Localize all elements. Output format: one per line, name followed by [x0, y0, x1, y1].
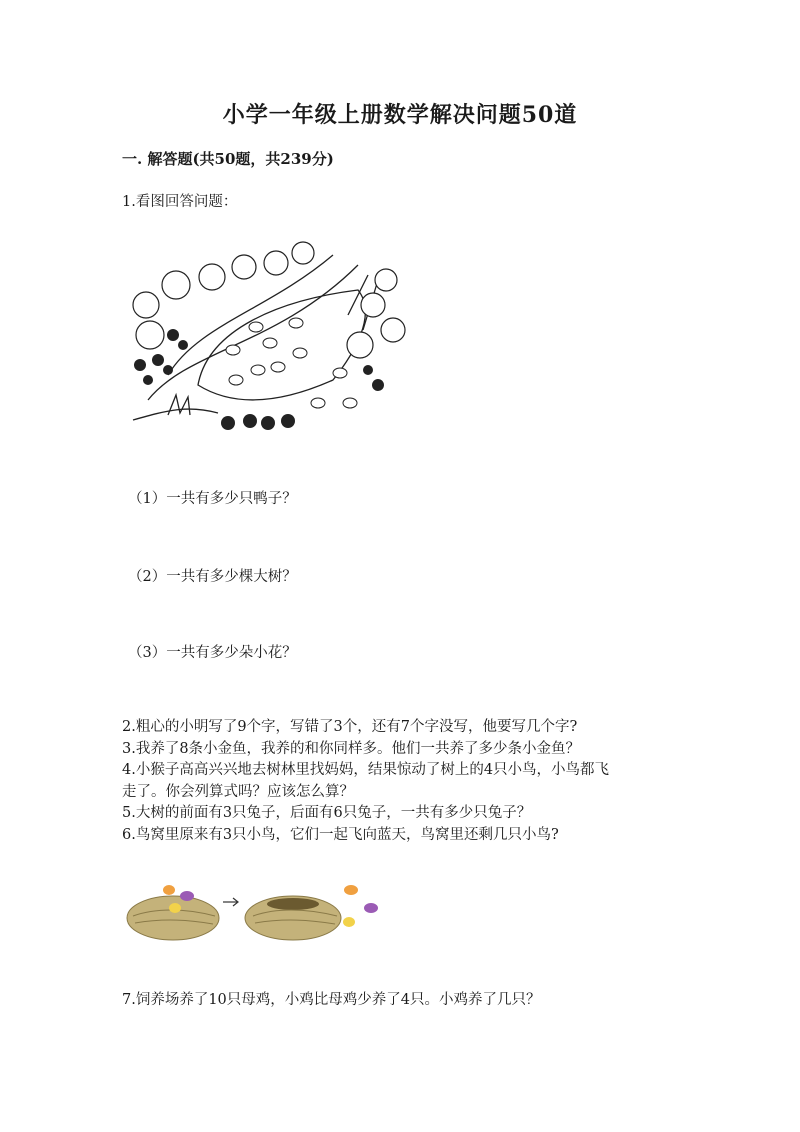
- bird-nest-illustration: [125, 878, 387, 946]
- nest-after: [245, 885, 378, 940]
- page-title: 小学一年级上册数学解决问题50道: [222, 102, 578, 128]
- question-5: 5.大树的前面有3只兔子，后面有6只兔子，一共有多少只兔子？: [122, 805, 532, 821]
- arrow-icon: [223, 898, 238, 906]
- question-1-sub-1: （1）一共有多少只鸭子？: [128, 491, 297, 507]
- question-list: [122, 717, 682, 846]
- question-1: 1.看图回答问题：: [122, 194, 238, 210]
- question-1-sub-2: （2）一共有多少棵大树？: [128, 569, 297, 585]
- question-6: 6.鸟窝里原来有3只小鸟，它们一起飞向蓝天，鸟窝里还剩几只小鸟?: [122, 826, 559, 843]
- question-7: 7.饲养场养了10只母鸡，小鸡比母鸡少养了4只。小鸡养了几只？: [122, 992, 541, 1008]
- pond-scene-illustration: [128, 235, 413, 445]
- nest-before: [127, 885, 219, 940]
- question-3: 3.我养了8条小金鱼，我养的和你同样多。他们一共养了多少条小金鱼？: [122, 740, 581, 757]
- question-1-sub-3: （3）一共有多少朵小花？: [128, 645, 297, 661]
- question-2: 2.粗心的小明写了9个字，写错了3个，还有7个字没写，他要写几个字?: [122, 719, 578, 735]
- question-4-line-2: 走了。你会列算式吗？应该怎么算？: [122, 783, 354, 800]
- question-4-line-1: 4.小猴子高高兴兴地去树林里找妈妈，结果惊动了树上的4只小鸟，小鸟都飞: [122, 762, 610, 778]
- section-heading: 一. 解答题(共50题，共239分): [122, 150, 334, 168]
